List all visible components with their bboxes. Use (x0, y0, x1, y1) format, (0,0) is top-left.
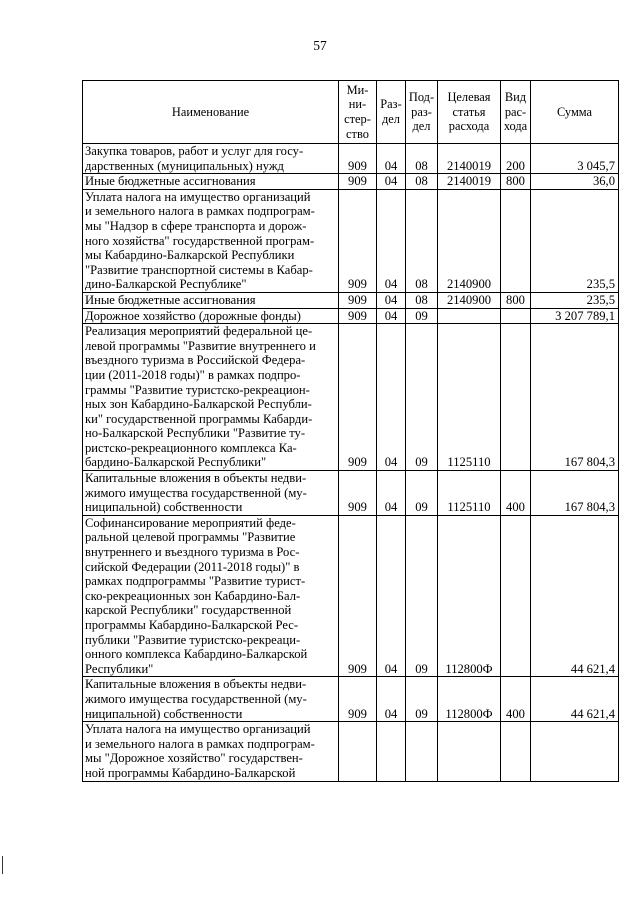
row-sum: 3 045,7 (531, 144, 619, 174)
row-target: 1125110 (438, 471, 501, 516)
row-name: Капитальные вложения в объекты недви- жимого имущества государственной (му- ниципальной) собственности (83, 471, 339, 516)
row-name: Софинансирование мероприятий феде- ральной целевой программы "Развитие внутреннего и въездного туризма в Рос- сийской Федерации (2011-2018 годы)" в рамках подпрограммы "Развитие турист- ско-рекреационных зон Кабардино-Бал- карской Республики" государственной программы Кабардино-Балкарской Рес- публики "Развитие туристско-рекреаци- онного комплекса Кабардино-Балкарской Республики" (83, 515, 339, 677)
row-name: Иные бюджетные ассигнования (83, 174, 339, 190)
header-ministry: Ми- ни- стер- ство (339, 81, 377, 144)
row-name: Капитальные вложения в объекты недви- жимого имущества государственной (му- ниципальной) собственности (83, 677, 339, 722)
row-name: Иные бюджетные ассигнования (83, 292, 339, 308)
table-body (83, 144, 619, 782)
page-number: 57 (313, 38, 327, 53)
header-target: Целевая статья расхода (438, 81, 501, 144)
budget-table (82, 80, 619, 782)
row-subsection: 08 (406, 144, 438, 174)
header-type: Вид рас- хода (501, 81, 531, 144)
scan-edge-mark (2, 856, 3, 874)
row-target: 2140019 (438, 174, 501, 190)
row-subsection: 09 (406, 324, 438, 471)
row-name: Реализация мероприятий федеральной це- левой программы "Развитие внутреннего и въездного туризма в Российской Федера- ции (2011-2018 годы)" в рамках подпро- граммы "Развитие туристско-рекреацион- ных зон Кабардино-Балкарской Республи- ки" государственной программы Кабарди- но-Балкарской Республики "Развитие ту- ристско-рекреационного комплекса Ка- бардино-Балкарской Республики" (83, 324, 339, 471)
table-row (83, 515, 619, 677)
row-ministry (339, 722, 377, 781)
row-section: 04 (377, 308, 406, 324)
row-target (438, 308, 501, 324)
row-type (501, 189, 531, 292)
row-name: Уплата налога на имущество организаций и земельного налога в рамках подпрограм- мы "Дорожное хозяйство" государствен- ной программы Кабардино-Балкарской (83, 722, 339, 781)
row-section: 04 (377, 324, 406, 471)
row-subsection: 08 (406, 292, 438, 308)
row-ministry: 909 (339, 174, 377, 190)
row-sum: 167 804,3 (531, 324, 619, 471)
row-type: 200 (501, 144, 531, 174)
table-row (83, 174, 619, 190)
row-section (377, 722, 406, 781)
row-name: Уплата налога на имущество организаций и земельного налога в рамках подпрограм- мы "Надзор в сфере транспорта и дорож- ного хозяйства" государственной програм- мы Кабардино-Балкарской Республики "Развитие транспортной системы в Кабар- дино-Балкарской Республике" (83, 189, 339, 292)
table-row (83, 677, 619, 722)
row-ministry: 909 (339, 292, 377, 308)
row-subsection: 09 (406, 308, 438, 324)
row-type (501, 722, 531, 781)
row-name: Дорожное хозяйство (дорожные фонды) (83, 308, 339, 324)
row-section: 04 (377, 144, 406, 174)
row-target: 2140019 (438, 144, 501, 174)
row-target: 112800Ф (438, 515, 501, 677)
row-target: 112800Ф (438, 677, 501, 722)
row-target: 1125110 (438, 324, 501, 471)
row-section: 04 (377, 515, 406, 677)
row-type (501, 308, 531, 324)
row-target: 2140900 (438, 292, 501, 308)
row-ministry: 909 (339, 471, 377, 516)
row-ministry: 909 (339, 308, 377, 324)
row-section: 04 (377, 174, 406, 190)
row-subsection: 09 (406, 471, 438, 516)
row-ministry: 909 (339, 515, 377, 677)
table-row (83, 292, 619, 308)
row-sum: 36,0 (531, 174, 619, 190)
row-sum: 235,5 (531, 292, 619, 308)
row-type (501, 324, 531, 471)
row-section: 04 (377, 292, 406, 308)
header-row (83, 81, 619, 144)
header-sum: Сумма (531, 81, 619, 144)
row-section: 04 (377, 677, 406, 722)
row-subsection: 09 (406, 677, 438, 722)
row-name: Закупка товаров, работ и услуг для госу- дарственных (муниципальных) нужд (83, 144, 339, 174)
row-section: 04 (377, 189, 406, 292)
row-target: 2140900 (438, 189, 501, 292)
header-section: Раз- дел (377, 81, 406, 144)
row-sum: 3 207 789,1 (531, 308, 619, 324)
table-row (83, 144, 619, 174)
row-type: 800 (501, 174, 531, 190)
table-row (83, 722, 619, 781)
row-type: 400 (501, 677, 531, 722)
row-subsection (406, 722, 438, 781)
row-sum: 44 621,4 (531, 515, 619, 677)
table-header (83, 81, 619, 144)
row-sum: 235,5 (531, 189, 619, 292)
table-row (83, 189, 619, 292)
row-sum: 167 804,3 (531, 471, 619, 516)
row-target (438, 722, 501, 781)
row-ministry: 909 (339, 324, 377, 471)
header-subsection: Под- раз- дел (406, 81, 438, 144)
row-sum (531, 722, 619, 781)
row-subsection: 09 (406, 515, 438, 677)
row-section: 04 (377, 471, 406, 516)
row-ministry: 909 (339, 189, 377, 292)
row-sum: 44 621,4 (531, 677, 619, 722)
table-row (83, 471, 619, 516)
row-type: 800 (501, 292, 531, 308)
table-row (83, 324, 619, 471)
row-type: 400 (501, 471, 531, 516)
row-type (501, 515, 531, 677)
row-ministry: 909 (339, 144, 377, 174)
header-name: Наименование (83, 81, 339, 144)
table-row (83, 308, 619, 324)
row-ministry: 909 (339, 677, 377, 722)
row-subsection: 08 (406, 174, 438, 190)
row-subsection: 08 (406, 189, 438, 292)
